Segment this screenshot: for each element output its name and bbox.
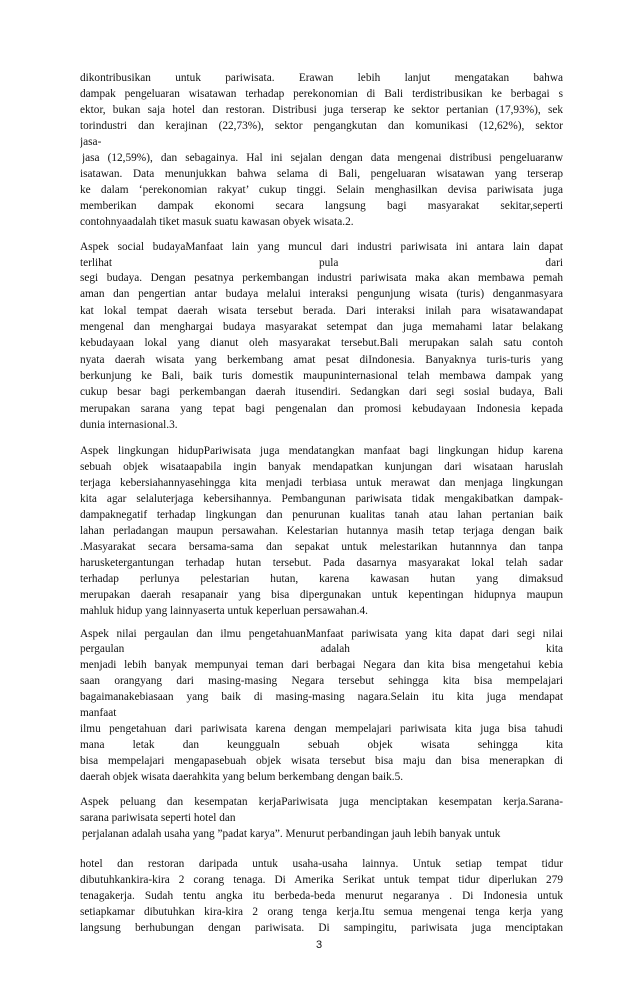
text-line: Aspek lingkungan hidupPariwisata juga mendatangkan manfaat bagi lingkungan hidup karena bbox=[80, 445, 563, 457]
text-line: dampak pengeluaran wisatawan terhadap perekonomian di Bali terdistribusikan ke berbagai s bbox=[80, 88, 563, 100]
text-line: nyata daerah wisata yang berkembang amat pesat diIndonesia. Banyaknya turis-turis yang bbox=[80, 354, 563, 366]
text-line: ilmu pengetahuan dari pariwisata karena dengan mempelajari pariwisata kita juga bisa tahudi bbox=[80, 723, 563, 735]
text-line: ke dalam ‘perekonomian rakyat’ cukup tinggi. Selain menghasilkan devisa pariwisata juga bbox=[80, 184, 563, 196]
text-line: berkunjung ke Bali, baik turis domestik maupuninternasional telah membawa dampak yang bbox=[80, 370, 563, 382]
text-line: saan orangyang dari masing-masing Negara tersebut sehingga kita bisa mempelajari bbox=[80, 675, 563, 687]
text-line: daerah objek wisata daerahkita yang belum berkembang dengan baik.5. bbox=[80, 771, 404, 783]
text-line: pergaulan adalah kita bbox=[80, 643, 563, 655]
text-line: segi budaya. Dengan pesatnya perkembangan industri pariwisata maka akan membawa pemah bbox=[80, 272, 563, 284]
text-line: kat lokal tempat daerah wisata tersebut berada. Dari interaksi inilah para wisatawandapat bbox=[80, 305, 563, 317]
text-line: memberikan dampak ekonomi secara langsung bagi masyarakat sekitar,seperti bbox=[80, 200, 563, 212]
text-line: bisa mempelajari mengapasebuah objek wisata tersebut bisa maju dan bisa menerapkan di bbox=[80, 755, 563, 767]
text-line: menjadi lebih banyak mempunyai teman dari berbagai Negara dan kita bisa mengetahui kebia bbox=[80, 659, 563, 671]
text-line: Aspek peluang dan kesempatan kerjaPariwisata juga menciptakan kesempatan kerja.Sarana- bbox=[80, 796, 563, 808]
text-line: sebuah objek wisataapabila ingin banyak mendapatkan kunjungan dari wisataan haruslah bbox=[80, 461, 563, 473]
text-line: tenagakerja. Sudah tentu angka itu berbeda-beda menurut negaranya . Di Indonesia untuk bbox=[80, 890, 563, 902]
text-line: .Masyarakat secara bersama-sama dan sepakat untuk melestarikan hutannnya dan tanpa bbox=[80, 541, 563, 553]
text-line: terlihat pula dari bbox=[80, 257, 563, 269]
text-line: terhadap perlunya pelestarian hutan, karena kawasan hutan yang dimaksud bbox=[80, 573, 563, 585]
text-line: langsung berhubungan dengan pariwisata. Di sampingitu, pariwisata juga menciptakan bbox=[80, 922, 563, 934]
text-line: Aspek nilai pergaulan dan ilmu pengetahuanManfaat pariwisata yang kita dapat dari segi nilai bbox=[80, 628, 563, 640]
text-line: ektor, bukan saja hotel dan restoran. Distribusi juga terserap ke sektor pertanian (17,93%), sek bbox=[80, 104, 563, 116]
text-line: dikontribusikan untuk pariwisata. Erawan lebih lanjut mengatakan bahwa bbox=[80, 72, 563, 84]
text-line: lahan perladangan maupun persawahan. Kelestarian hutannya masih tetap terjaga dengan baik bbox=[80, 525, 563, 537]
text-line: merupakan daerah resapanair yang bisa dipergunakan untuk kepentingan hidupnya maupun bbox=[80, 589, 563, 601]
text-line: harusketergantungan terhadap hutan tersebut. Pada dasarnya masyarakat lokal telah sadar bbox=[80, 557, 563, 569]
text-line: manfaat bbox=[80, 707, 117, 719]
text-line: dampaknegatif terhadap lingkungan dan penurunan kualitas tanah atau lahan pertanian baik bbox=[80, 509, 563, 521]
text-line: hotel dan restoran daripada untuk usaha-usaha lainnya. Untuk setiap tempat tidur bbox=[80, 858, 563, 870]
text-line: isatawan. Data menunjukkan bahwa selama di Bali, pengeluaran wisatawan yang terserap bbox=[80, 168, 563, 180]
text-line: dunia internasional.3. bbox=[80, 419, 178, 431]
text-line: mengenal dan menghargai budaya masyarakat setempat dan juga memahami latar belakang bbox=[80, 321, 563, 333]
text-line: contohnyaadalah tiket masuk suatu kawasan obyek wisata.2. bbox=[80, 216, 354, 228]
text-line: sarana pariwisata seperti hotel dan bbox=[80, 812, 236, 824]
text-line: setiapkamar dibutuhkan kira-kira 2 orang tenga kerja.Itu semua mengenai tenga kerja yang bbox=[80, 906, 563, 918]
text-line: kita agar selaluterjaga kebersihannya. Pembangunan pariwisata tidak mengakibatkan dampak- bbox=[80, 493, 563, 505]
text-line: bagaimanakebiasaan yang baik di masing-masing nagara.Selain itu kita juga mendapat bbox=[80, 691, 563, 703]
text-line: cukup besar bagi perkembangan daerah itusendiri. Sedangkan dari segi sosial budaya, Bali bbox=[80, 386, 563, 398]
text-line: mana letak dan keunggualn sebuah objek wisata sehingga kita bbox=[80, 739, 563, 751]
page-number: 3 bbox=[315, 939, 323, 951]
text-line: jasa (12,59%), dan sebagainya. Hal ini sejalan dengan data mengenai distribusi pengeluaranw bbox=[82, 152, 563, 164]
text-line: terjaga kebersiahannyasehingga kita menjadi terbiasa untuk merawat dan menjaga lingkungan bbox=[80, 477, 563, 489]
text-line: torindustri dan kerajinan (22,73%), sektor pengangkutan dan komunikasi (12,62%), sektor bbox=[80, 120, 563, 132]
text-line: mahluk hidup yang lainnyaserta untuk keperluan persawahan.4. bbox=[80, 605, 368, 617]
text-line: merupakan sarana yang tepat bagi pengenalan dan promosi kebudayaan Indonesia kepada bbox=[80, 403, 563, 415]
text-line: aman dan pengertian antar budaya melalui interaksi pengunjung wisata (turis) denganmasyara bbox=[80, 288, 563, 300]
text-line: jasa- bbox=[80, 136, 102, 148]
text-line: dibutuhkankira-kira 2 corang tenaga. Di Amerika Serikat untuk tempat tidur diperlukan 279 bbox=[80, 874, 563, 886]
text-line: Aspek social budayaManfaat lain yang muncul dari industri pariwisata ini antara lain dapat bbox=[80, 241, 563, 253]
text-line: perjalanan adalah usaha yang ”padat karya”. Menurut perbandingan jauh lebih banyak untuk bbox=[82, 828, 501, 840]
text-line: kebudayaan lokal yang dianut oleh masyarakat tersebut.Bali merupakan salah satu contoh bbox=[80, 337, 563, 349]
